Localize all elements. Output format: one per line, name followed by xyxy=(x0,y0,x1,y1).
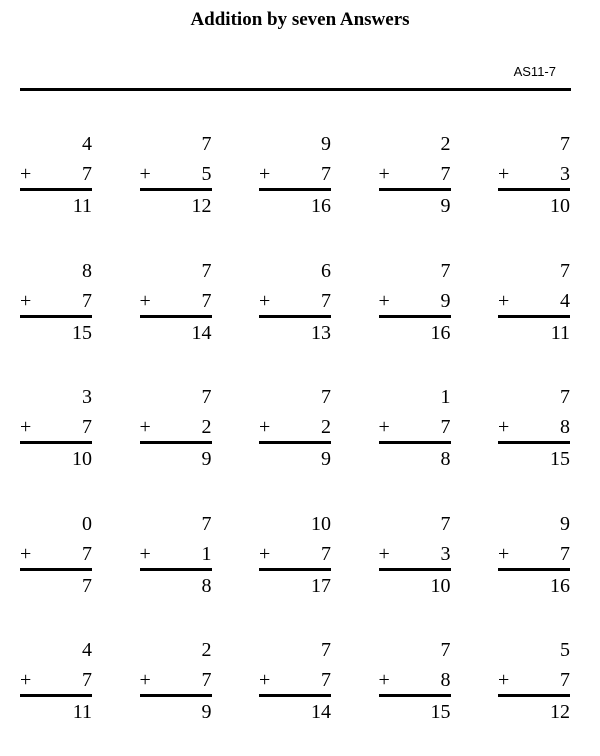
addition-problem xyxy=(379,637,451,727)
addend-top: 0 xyxy=(82,512,92,535)
sum-line xyxy=(379,188,451,191)
addend-bottom: 7 xyxy=(560,542,570,565)
addend-top: 7 xyxy=(201,386,212,408)
sum-line xyxy=(140,441,212,444)
answer: 15 xyxy=(72,321,92,344)
addition-problem xyxy=(259,511,331,601)
addend-top: 7 xyxy=(440,259,451,282)
plus-sign: + xyxy=(20,163,32,185)
addend-top: 7 xyxy=(321,639,331,661)
plus-sign: + xyxy=(378,289,390,312)
addend-bottom: 8 xyxy=(440,669,451,691)
answer: 9 xyxy=(321,448,331,470)
addition-problem xyxy=(20,258,92,348)
addend-top: 9 xyxy=(560,512,570,535)
plus-sign: + xyxy=(20,416,32,438)
addition-problem xyxy=(498,637,570,727)
answer: 12 xyxy=(550,701,570,723)
answer: 16 xyxy=(311,195,331,217)
addition-problem xyxy=(140,258,212,348)
sum-line xyxy=(498,694,570,697)
addition-problem xyxy=(140,511,212,601)
sum-line xyxy=(259,441,331,444)
addition-problem xyxy=(140,384,212,474)
addend-bottom: 1 xyxy=(201,542,212,565)
plus-sign: + xyxy=(378,669,390,691)
answer: 11 xyxy=(72,701,92,723)
addend-top: 6 xyxy=(321,259,331,282)
addend-bottom: 7 xyxy=(560,669,570,691)
plus-sign: + xyxy=(378,163,390,185)
addition-problem xyxy=(259,637,331,727)
sum-line xyxy=(379,568,451,571)
addition-problem xyxy=(20,131,92,221)
addend-top: 2 xyxy=(440,133,451,155)
addend-bottom: 7 xyxy=(82,416,92,438)
addend-bottom: 7 xyxy=(440,416,451,438)
addition-problem xyxy=(259,131,331,221)
addend-top: 7 xyxy=(201,259,212,282)
plus-sign: + xyxy=(259,542,271,565)
addition-problem xyxy=(498,131,570,221)
addend-bottom: 2 xyxy=(321,416,331,438)
addend-top: 2 xyxy=(201,639,212,661)
addend-top: 8 xyxy=(82,259,92,282)
addend-top: 7 xyxy=(321,386,331,408)
addend-top: 7 xyxy=(440,639,451,661)
addend-bottom: 7 xyxy=(82,163,92,185)
plus-sign: + xyxy=(139,542,151,565)
addition-problem xyxy=(259,384,331,474)
addition-problem xyxy=(20,384,92,474)
sum-line xyxy=(498,568,570,571)
addend-top: 7 xyxy=(201,133,212,155)
addend-top: 7 xyxy=(560,386,570,408)
addend-bottom: 7 xyxy=(82,669,92,691)
header-divider xyxy=(20,88,571,91)
addend-bottom: 7 xyxy=(321,163,331,185)
plus-sign: + xyxy=(139,416,151,438)
addend-bottom: 7 xyxy=(82,542,92,565)
sum-line xyxy=(259,188,331,191)
addition-problem xyxy=(498,258,570,348)
answer: 10 xyxy=(550,195,570,217)
answer: 8 xyxy=(440,448,451,470)
addend-top: 9 xyxy=(321,133,331,155)
plus-sign: + xyxy=(259,416,271,438)
answer: 14 xyxy=(311,701,331,723)
worksheet-title: Addition by seven Answers xyxy=(190,9,410,30)
addend-bottom: 7 xyxy=(82,289,92,312)
plus-sign: + xyxy=(20,542,32,565)
addition-problem xyxy=(379,258,451,348)
addend-bottom: 5 xyxy=(201,163,212,185)
sum-line xyxy=(140,694,212,697)
addend-top: 7 xyxy=(440,512,451,535)
answer: 17 xyxy=(311,574,331,597)
addend-top: 7 xyxy=(560,133,570,155)
plus-sign: + xyxy=(498,163,510,185)
addition-problem xyxy=(20,637,92,727)
plus-sign: + xyxy=(259,289,271,312)
addend-bottom: 3 xyxy=(440,542,451,565)
sum-line xyxy=(140,315,212,318)
addend-bottom: 8 xyxy=(560,416,570,438)
answer: 15 xyxy=(550,448,570,470)
answer: 9 xyxy=(440,195,451,217)
plus-sign: + xyxy=(498,289,510,312)
answer: 9 xyxy=(201,448,212,470)
addend-top: 4 xyxy=(82,639,92,661)
addend-bottom: 7 xyxy=(321,542,331,565)
addend-bottom: 7 xyxy=(201,669,212,691)
addend-bottom: 4 xyxy=(560,289,570,312)
addition-problem xyxy=(379,511,451,601)
sum-line xyxy=(379,441,451,444)
addition-problem xyxy=(379,384,451,474)
addend-top: 3 xyxy=(82,386,92,408)
sum-line xyxy=(140,188,212,191)
addend-top: 1 xyxy=(440,386,451,408)
addend-top: 7 xyxy=(560,259,570,282)
addend-bottom: 7 xyxy=(321,669,331,691)
answer: 11 xyxy=(550,321,570,344)
plus-sign: + xyxy=(139,163,151,185)
plus-sign: + xyxy=(20,289,32,312)
addition-problem xyxy=(140,637,212,727)
sum-line xyxy=(498,441,570,444)
addend-top: 5 xyxy=(560,639,570,661)
addend-top: 4 xyxy=(82,133,92,155)
addend-bottom: 9 xyxy=(440,289,451,312)
addend-bottom: 2 xyxy=(201,416,212,438)
sum-line xyxy=(259,568,331,571)
answer: 16 xyxy=(430,321,451,344)
addend-top: 10 xyxy=(311,512,331,535)
worksheet-code: AS11-7 xyxy=(513,64,556,79)
answer: 9 xyxy=(201,701,212,723)
sum-line xyxy=(140,568,212,571)
sum-line xyxy=(498,188,570,191)
answer: 8 xyxy=(201,574,212,597)
answer: 12 xyxy=(191,195,212,217)
plus-sign: + xyxy=(498,542,510,565)
addend-bottom: 3 xyxy=(560,163,570,185)
answer: 14 xyxy=(191,321,212,344)
sum-line xyxy=(259,694,331,697)
answer: 10 xyxy=(430,574,451,597)
answer: 7 xyxy=(82,574,92,597)
plus-sign: + xyxy=(498,669,510,691)
sum-line xyxy=(20,568,92,571)
plus-sign: + xyxy=(259,163,271,185)
sum-line xyxy=(20,315,92,318)
addend-bottom: 7 xyxy=(321,289,331,312)
addition-problem xyxy=(498,384,570,474)
plus-sign: + xyxy=(378,416,390,438)
answer: 13 xyxy=(311,321,331,344)
addition-problem xyxy=(379,131,451,221)
addition-problem xyxy=(498,511,570,601)
answer: 16 xyxy=(550,574,570,597)
plus-sign: + xyxy=(139,669,151,691)
addition-problem xyxy=(259,258,331,348)
sum-line xyxy=(498,315,570,318)
sum-line xyxy=(259,315,331,318)
answer: 10 xyxy=(72,448,92,470)
sum-line xyxy=(20,694,92,697)
addend-bottom: 7 xyxy=(440,163,451,185)
plus-sign: + xyxy=(259,669,271,691)
addition-problem xyxy=(20,511,92,601)
plus-sign: + xyxy=(498,416,510,438)
answer: 11 xyxy=(72,195,92,217)
plus-sign: + xyxy=(20,669,32,691)
addend-bottom: 7 xyxy=(201,289,212,312)
plus-sign: + xyxy=(139,289,151,312)
plus-sign: + xyxy=(378,542,390,565)
sum-line xyxy=(20,441,92,444)
addition-problem xyxy=(140,131,212,221)
sum-line xyxy=(20,188,92,191)
answer: 15 xyxy=(430,701,451,723)
sum-line xyxy=(379,315,451,318)
sum-line xyxy=(379,694,451,697)
addend-top: 7 xyxy=(201,512,212,535)
